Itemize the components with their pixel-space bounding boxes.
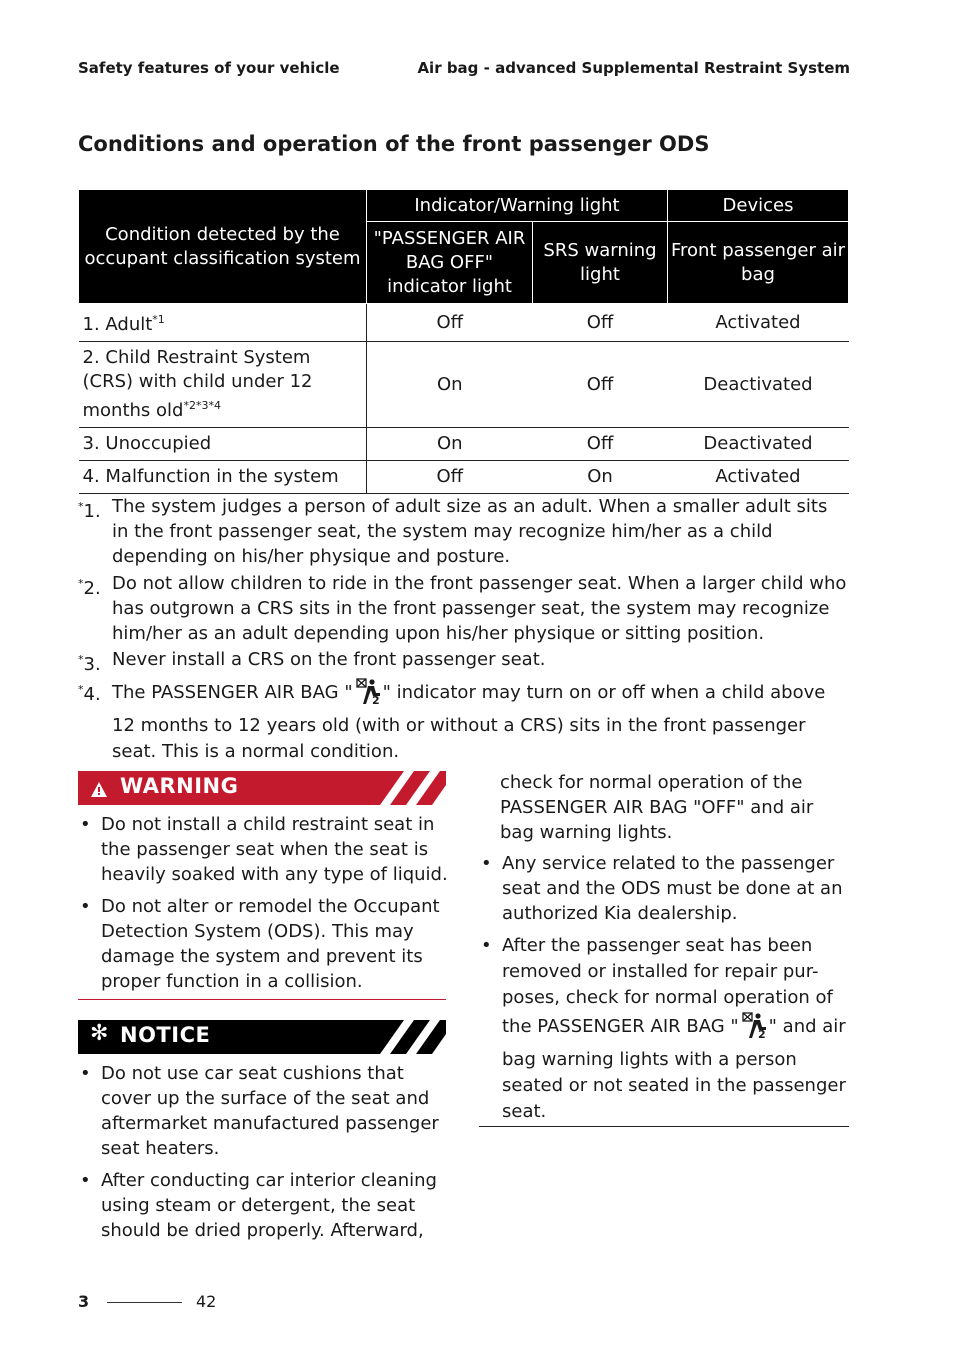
notice-list-continued	[479, 851, 851, 1132]
cell-condition: 1. Adult$^{*1}$	[79, 304, 367, 342]
table-row	[79, 304, 849, 342]
head-condition: Condition detected by the occupant classification system	[79, 190, 367, 304]
list-item: • After conducting car interior cleaning using steam or detergent, the seat should be dried properly. Afterward,	[80, 1170, 437, 1241]
cell-airbag: Activated	[668, 304, 849, 342]
list-item: • Do not install a child restraint seat in the passenger seat when the seat is heavily soaked with any type of liquid.	[80, 814, 448, 885]
cell-srs: On	[533, 461, 668, 494]
table-row	[79, 428, 849, 461]
list-item: • Do not use car seat cushions that cover up the surface of the seat and aftermarket manufactured passenger seat heaters.	[80, 1063, 439, 1159]
cell-srs: Off	[533, 428, 668, 461]
footnote-2: *2. Do not allow children to ride in the front passenger seat. When a larger child who has outgrown a CRS sits in the front passenger seat, the system may recognize him/her as an adult depending upon his/her physique or sitting position.	[78, 573, 847, 644]
cell-airbag: Deactivated	[668, 342, 849, 428]
page-title: Conditions and operation of the front passenger ODS	[78, 132, 710, 156]
head-indicator-group: Indicator/Warning light	[367, 190, 668, 222]
footnote-3: *3. Never install a CRS on the front passenger seat.	[78, 649, 546, 675]
cell-condition: 4. Malfunction in the system	[79, 461, 367, 494]
svg-text:2: 2	[757, 1028, 766, 1039]
cell-airbag: Deactivated	[668, 428, 849, 461]
ods-conditions-table	[78, 189, 849, 494]
cell-srs: Off	[533, 304, 668, 342]
cell-indicator: Off	[367, 304, 533, 342]
passenger-airbag-off-icon	[354, 677, 382, 713]
notice-divider	[479, 1126, 849, 1127]
list-item: • After the passenger seat has been removed or installed for repair pur-poses, check for normal operation of the PASSENGER AIR BAG " 2 " and air bag warning lights with a person seated or not seated in the passenger seat.	[481, 935, 846, 1122]
warning-banner: WARNING	[78, 771, 446, 805]
page-number: 42	[196, 1292, 217, 1311]
list-item: • Any service related to the passenger seat and the ODS must be done at an authorized Kia dealership.	[481, 853, 843, 924]
footer-line	[107, 1302, 182, 1303]
list-item: • Do not alter or remodel the Occupant Detection System (ODS). This may damage the system and prevent its proper function in a collision.	[80, 896, 440, 992]
cell-airbag: Activated	[668, 461, 849, 494]
head-airbag: Front passenger air bag	[668, 222, 849, 304]
svg-text:2: 2	[371, 694, 380, 705]
table-row	[79, 461, 849, 494]
notice-list	[78, 1061, 450, 1250]
cell-srs: Off	[533, 342, 668, 428]
notice-continuation: check for normal operation of the PASSENGER AIR BAG "OFF" and air bag warning lights.	[500, 772, 814, 843]
cell-indicator: On	[367, 428, 533, 461]
warning-divider	[78, 999, 446, 1000]
cell-condition: 3. Unoccupied	[79, 428, 367, 461]
head-devices: Devices	[668, 190, 849, 222]
notice-banner: ✻ NOTICE	[78, 1020, 446, 1054]
passenger-airbag-off-icon	[740, 1011, 768, 1047]
table-row	[79, 342, 849, 428]
warning-list	[78, 812, 450, 1001]
banner-stripes	[366, 1020, 446, 1054]
cell-indicator: On	[367, 342, 533, 428]
cell-condition: 2. Child Restraint System (CRS) with child under 12 months old$^{*2*3*4}$	[79, 342, 367, 428]
header-chapter-title: Air bag - advanced Supplemental Restraint System	[417, 59, 850, 77]
cell-indicator: Off	[367, 461, 533, 494]
asterisk-icon: ✻	[90, 1021, 109, 1046]
section-number: 3	[78, 1292, 90, 1311]
banner-stripes	[366, 771, 446, 805]
head-srs: SRS warning light	[533, 222, 668, 304]
head-indicator: "PASSENGER AIR BAG OFF" indicator light	[367, 222, 533, 304]
header-section-title: Safety features of your vehicle	[78, 59, 340, 77]
footnote-4: *4. The PASSENGER AIR BAG " 2 " indicator may turn on or off when a child above 12 months to 12 years old (with or without a CRS) sits in the front passenger seat. This is a normal condition.	[78, 677, 849, 765]
warning-triangle-icon	[90, 779, 108, 803]
footnote-1: *1. The system judges a person of adult size as an adult. When a smaller adult sits in the front passenger seat, the system may recognize him/her as a child depending on his/her physique and posture.	[78, 496, 828, 567]
